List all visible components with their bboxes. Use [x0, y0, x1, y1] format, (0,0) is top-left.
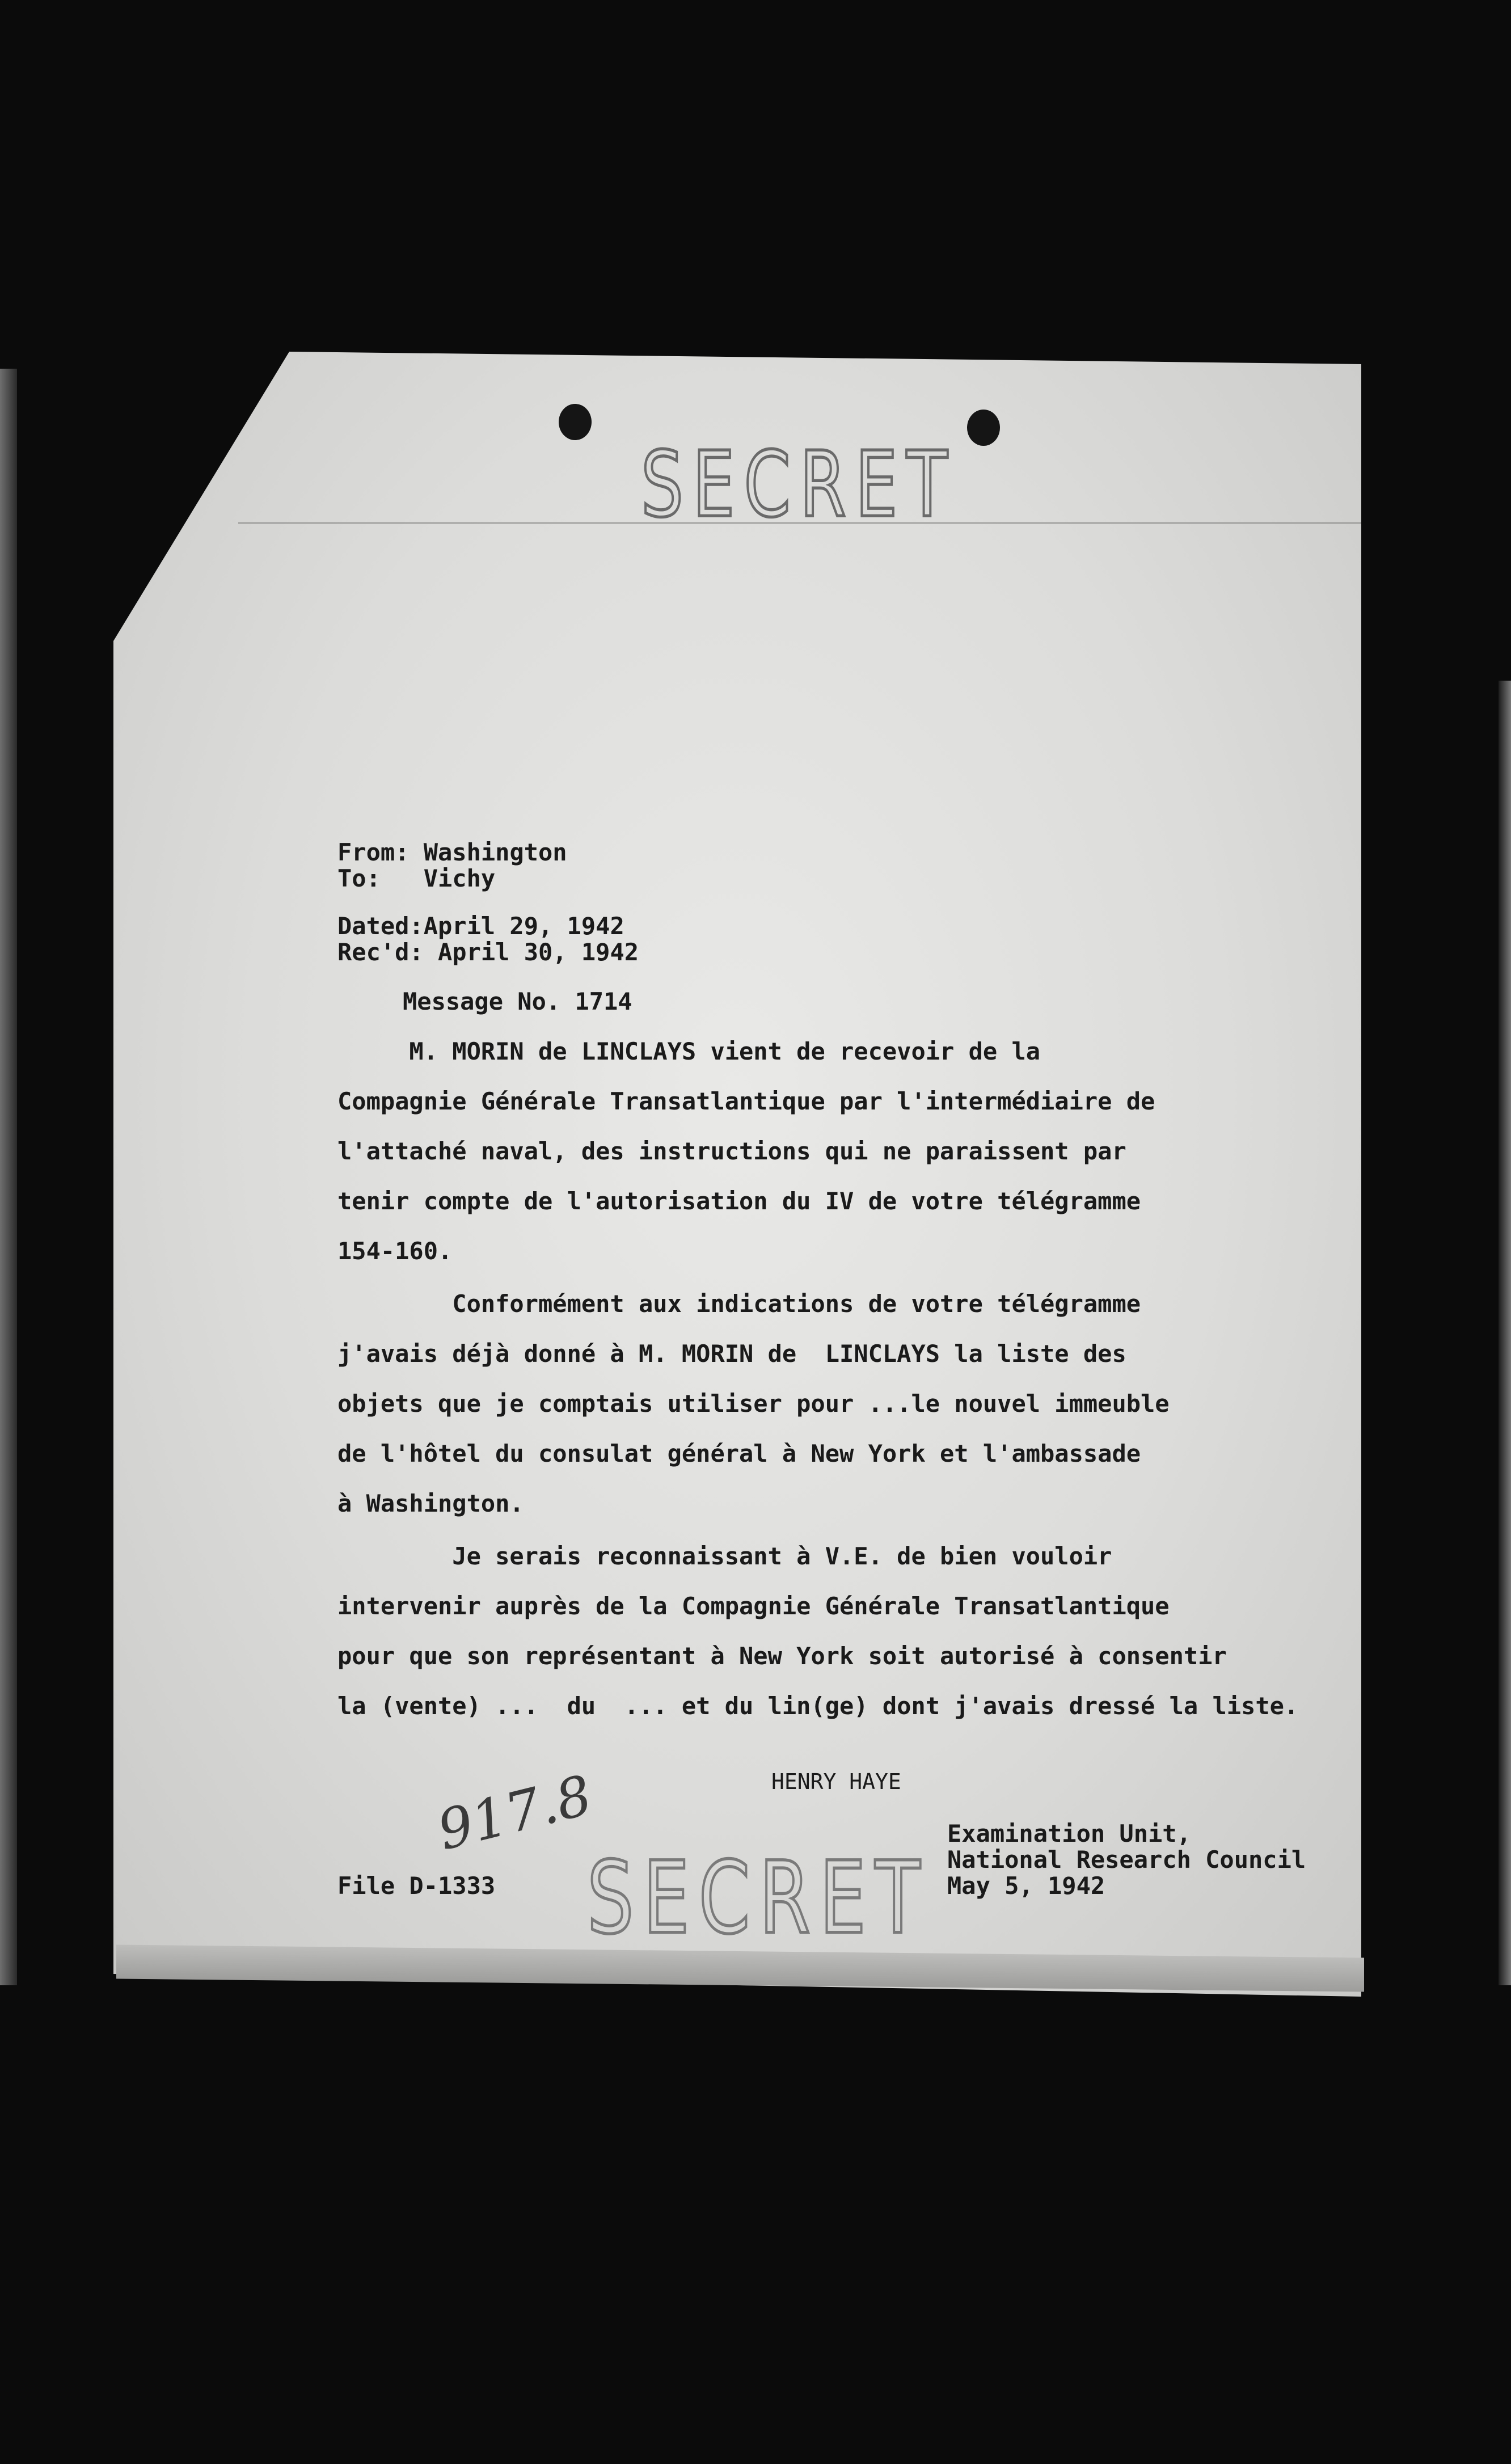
from-label: From:	[337, 838, 410, 866]
paragraph-line: Je serais reconnaissant à V.E. de bien vouloir	[337, 1542, 1112, 1570]
received-label: Rec'd:	[337, 938, 424, 966]
message-number-line	[403, 989, 632, 1015]
received-value: April 30, 1942	[438, 938, 639, 966]
secret-stamp-top: SECRET	[641, 431, 957, 538]
from-line	[337, 839, 567, 866]
paragraph-line: Compagnie Générale Transatlantique par l'intermédiaire de	[337, 1087, 1155, 1115]
paragraph-line: j'avais déjà donné à M. MORIN de LINCLAYS la liste des	[337, 1340, 1126, 1368]
adjacent-page-edge-right	[1499, 681, 1511, 1985]
paragraph-line: de l'hôtel du consulat général à New York et l'ambassade	[337, 1440, 1141, 1467]
paragraph-line: Conformément aux indications de votre télégramme	[337, 1290, 1141, 1318]
punch-hole-left	[559, 404, 592, 440]
paragraph-line: l'attaché naval, des instructions qui ne paraissent par	[337, 1137, 1126, 1165]
paragraph-2	[337, 1279, 1336, 1529]
signature: HENRY HAYE	[771, 1769, 901, 1794]
paragraph-line: objets que je comptais utiliser pour ...le nouvel immeuble	[337, 1390, 1170, 1417]
file-number: File D-1333	[337, 1872, 496, 1900]
message-label: Message No.	[403, 988, 561, 1015]
secret-stamp-bottom: SECRET	[587, 1839, 930, 1956]
paragraph-line: M. MORIN de LINCLAYS vient de recevoir de la	[337, 1037, 1041, 1065]
exam-unit-line-1: Examination Unit,	[947, 1820, 1191, 1847]
from-value: Washington	[423, 838, 567, 866]
paragraph-line: tenir compte de l'autorisation du IV de votre télégramme	[337, 1187, 1141, 1215]
received-line	[337, 939, 639, 965]
dated-value: April 29, 1942	[423, 912, 624, 940]
exam-unit-line-2: National Research Council	[947, 1846, 1306, 1874]
paragraph-line: à Washington.	[337, 1490, 524, 1517]
paragraph-line: 154-160.	[337, 1237, 453, 1265]
to-line	[337, 866, 495, 892]
paragraph-line: pour que son représentant à New York soit autorisé à consentir	[337, 1642, 1227, 1670]
paragraph-line: intervenir auprès de la Compagnie Générale Transatlantique	[337, 1592, 1170, 1620]
to-label: To:	[337, 864, 381, 892]
message-number: 1714	[575, 988, 632, 1015]
to-value: Vichy	[423, 864, 496, 892]
paragraph-3	[337, 1531, 1336, 1731]
dated-line	[337, 913, 624, 939]
paragraph-line: la (vente) ... du ... et du lin(ge) dont j'avais dressé la liste.	[337, 1692, 1299, 1720]
dated-label: Dated:	[337, 912, 424, 940]
paragraph-1	[337, 1027, 1336, 1276]
handwritten-note: 917.8	[431, 1763, 598, 1863]
adjacent-page-edge-left	[0, 369, 17, 1985]
punch-hole-right	[967, 410, 1000, 446]
exam-unit-date: May 5, 1942	[947, 1872, 1105, 1900]
